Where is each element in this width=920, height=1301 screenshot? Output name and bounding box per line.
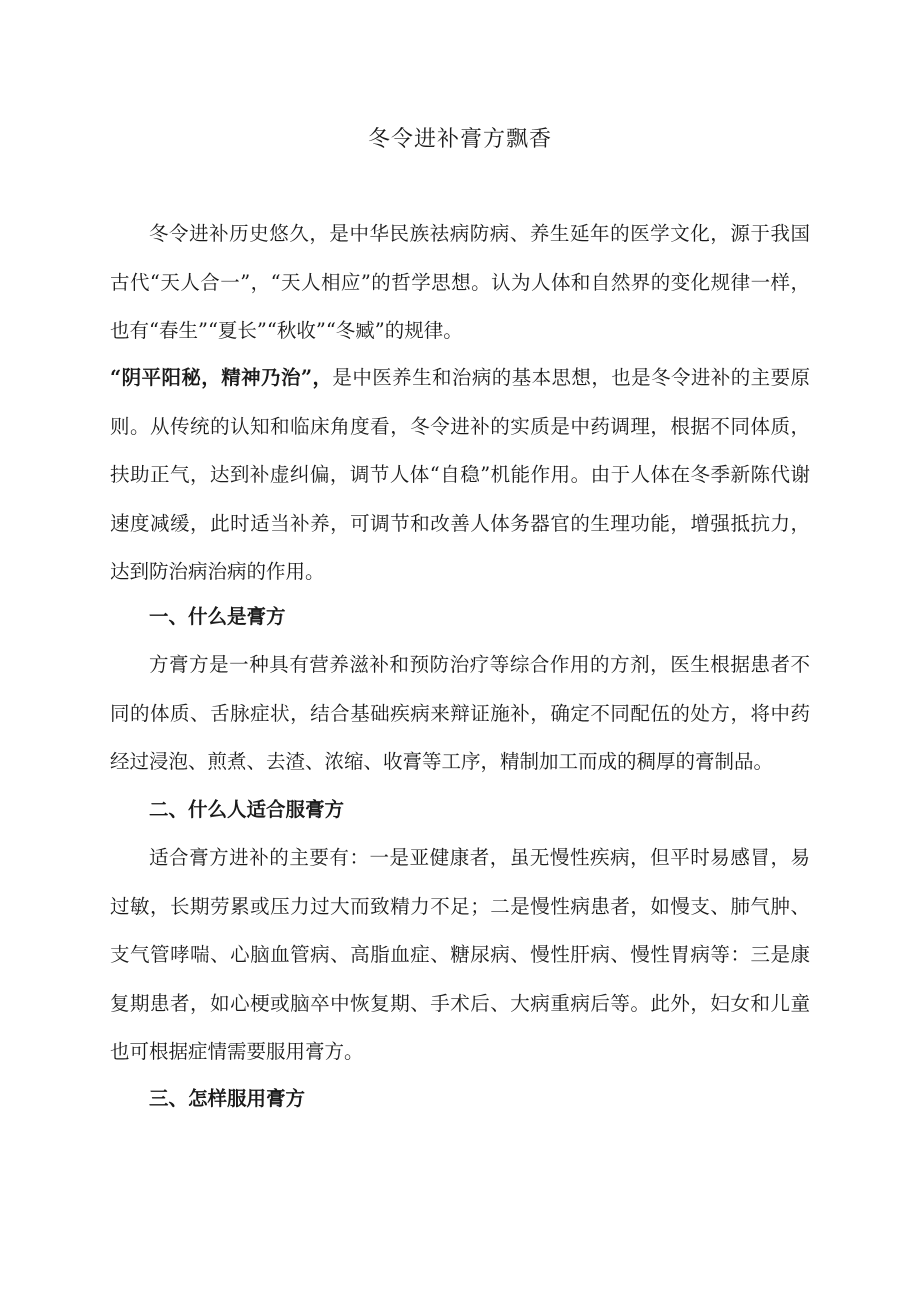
document-title: 冬令进补膏方飘香 — [367, 127, 552, 152]
paragraph-principle-rest: 是中医养生和治病的基本思想，也是冬令进补的主要原则。从传统的认知和临床角度看，冬令进补的实质是中药调理，根据不同体质，扶助正气，达到补虚纠偏，调节人体“自稳”机能作用。由于人体在冬季新陈代谢速度减缓，此时适当补养，可调节和改善人体务器官的生理功能，增强抵抗力，达到防治病治病的作用。 — [110, 366, 810, 583]
paragraph-who-should-take: 适合膏方进补的主要有：一是亚健康者，虽无慢性疾病，但平时易感冒，易过敏，长期劳累或压力过大而致精力不足；二是慢性病患者，如慢支、肺气肿、支气管哮喘、心脑血管病、高脂血症、糖尿病、慢性肝病、慢性胃病等：三是康复期患者，如心梗或脑卒中恢复期、手术后、大病重病后等。此外，妇女和儿童也可根据症情需要服用膏方。 — [110, 846, 810, 1063]
paragraph-what-is-gaofang: 方膏方是一种具有营养滋补和预防治疗等综合作用的方剂，医生根据患者不同的体质、舌脉症状，结合基础疾病来辩证施补，确定不同配伍的处方，将中药经过浸泡、煎煮、去渣、浓缩、收膏等工序，精制加工而成的稠厚的膏制品。 — [110, 653, 810, 773]
paragraph-principle — [110, 354, 810, 597]
section-heading-what-is-gaofang: 一、什么是膏方 — [149, 605, 286, 628]
paragraph-principle-lead: “阴平阳秘，精神乃治”， — [110, 366, 333, 389]
section-heading-who-should-take: 二、什么人适合服膏方 — [149, 798, 345, 821]
paragraph-intro: 冬令进补历史悠久，是中华民族祛病防病、养生延年的医学文化，源于我国古代“天人合一”，“天人相应”的哲学思想。认为人体和自然界的变化规律一样，也有“春生”“夏长”“秋收”“冬臧”的规律。 — [110, 222, 810, 342]
section-heading-how-to-take: 三、怎样服用膏方 — [149, 1087, 306, 1110]
